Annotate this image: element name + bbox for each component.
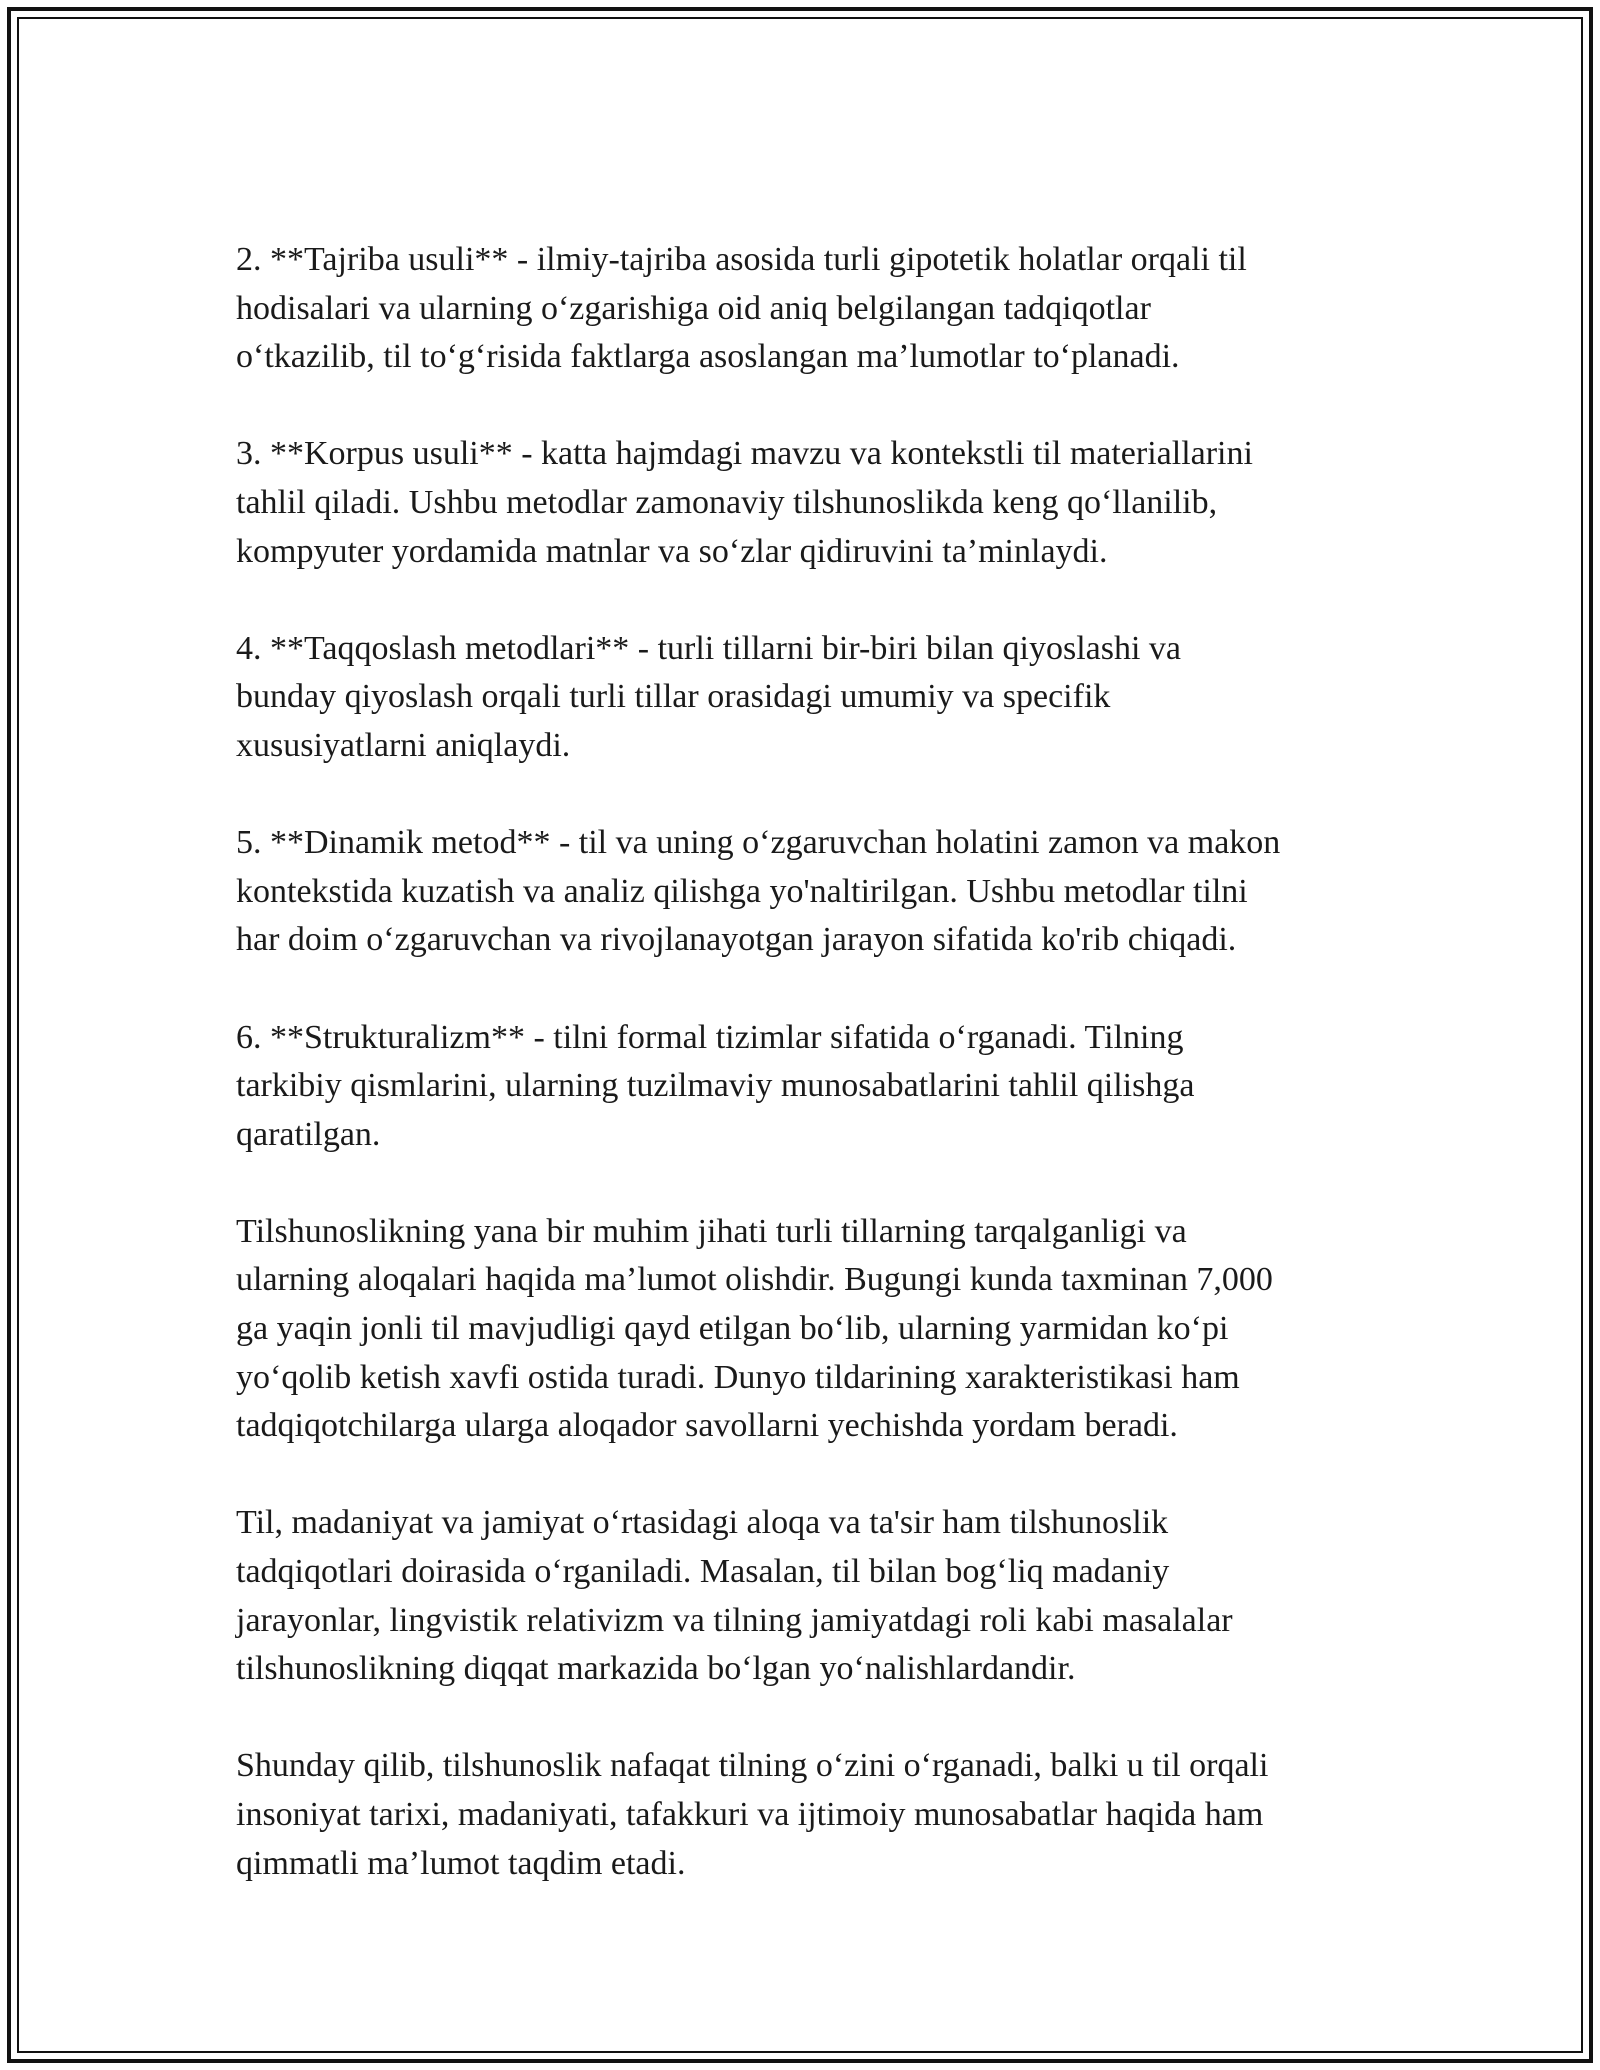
paragraph-xulosa: Shunday qilib, tilshunoslik nafaqat tilning o‘zini o‘rganadi, balki u til orqali insoniyat tarixi, madaniyati, tafakkuri va ijtimoiy munosabatlar haqida ham qimmatli ma’lumot taqdim etadi. [236, 1747, 1269, 1882]
paragraph-strukturalizm: 6. **Strukturalizm** - tilni formal tizimlar sifatida o‘rganadi. Tilning tarkibiy qismlarini, ularning tuzilmaviy munosabatlarini tahlil qilishga qaratilgan. [236, 1018, 1195, 1153]
paragraph-tajriba-usuli: 2. **Tajriba usuli** - ilmiy-tajriba asosida turli gipotetik holatlar orqali til hodisalari va ularning o‘zgarishiga oid aniq belgilangan tadqiqotlar o‘tkazilib, til to‘g‘risida faktlarga asoslangan ma’lumotlar to‘planadi. [236, 241, 1247, 376]
paragraph-korpus-usuli: 3. **Korpus usuli** - katta hajmdagi mavzu va kontekstli til materiallarini tahlil qiladi. Ushbu metodlar zamonaviy tilshunoslikda keng qo‘llanilib, kompyuter yordamida matnlar va so‘zlar qidiruvini ta’minlaydi. [236, 435, 1253, 570]
paragraph-taqqoslash-metodlari: 4. **Taqqoslash metodlari** - turli tillarni bir-biri bilan qiyoslashi va bunday qiyoslash orqali turli tillar orasidagi umumiy va specifik xususiyatlarni aniqlaydi. [236, 629, 1181, 764]
paragraph-tillar-tarqalishi: Tilshunoslikning yana bir muhim jihati turli tillarning tarqalganligi va ularning aloqalari haqida ma’lumot olishdir. Bugungi kunda taxminan 7,000 ga yaqin jonli til mavjudligi qayd etilgan bo‘lib, ularning yarmidan ko‘pi yo‘qolib ketish xavfi ostida turadi. Dunyo tildarining xarakteristikasi ham tadqiqotchilarga ularga aloqador savollarni yechishda yordam beradi. [236, 1212, 1273, 1445]
document-body [236, 236, 1386, 1937]
paragraph-dinamik-metod: 5. **Dinamik metod** - til va uning o‘zgaruvchan holatini zamon va makon kontekstida kuzatish va analiz qilishga yo'naltirilgan. Ushbu metodlar tilni har doim o‘zgaruvchan va rivojlanayotgan jarayon sifatida ko'rib chiqadi. [236, 824, 1281, 959]
paragraph-til-madaniyat-jamiyat: Til, madaniyat va jamiyat o‘rtasidagi aloqa va ta'sir ham tilshunoslik tadqiqotlari doirasida o‘rganiladi. Masalan, til bilan bog‘liq madaniy jarayonlar, lingvistik relativizm va tilning jamiyatdagi roli kabi masalalar tilshunoslikning diqqat markazida bo‘lgan yo‘nalishlardandir. [236, 1504, 1233, 1688]
